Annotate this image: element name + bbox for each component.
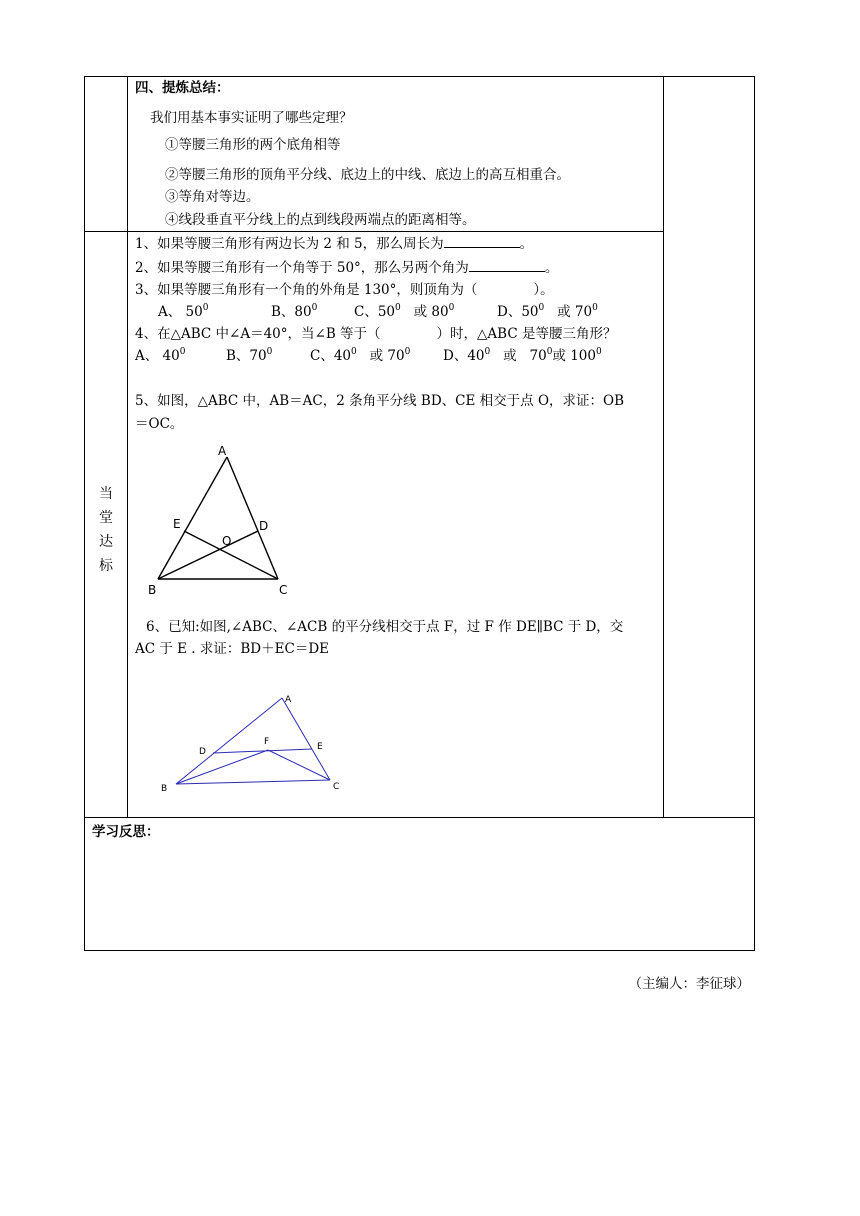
q3-option-c-text: C、50 [354,304,396,320]
fig2-label-d: D [199,747,206,757]
fig2-side-bc [176,780,330,784]
degree-sup: 0 [592,303,598,313]
reflection-heading: 学习反思： [92,824,160,840]
q4-option-d-alt: 70 [529,348,547,364]
question-2-tail: 。 [544,260,559,276]
q4-option-d-or: 或 [503,348,517,364]
question-3-text: 3、如果等腰三角形有一个角的外角是 130°，则顶角为（ [135,282,478,298]
fig2-label-a: A [285,695,292,705]
fig1-label-d: D [259,519,269,533]
question-3-tail: ）。 [533,282,554,298]
q4-option-d-alt2: 或 100 [552,348,596,364]
fig2-label-c: C [333,782,340,792]
side-label-char: 达 [99,534,113,550]
fig1-label-b: B [148,583,157,597]
fig1-label-o: O [222,534,232,548]
q3-option-d-text: D、50 [497,304,539,320]
question-1-text: 1、如果等腰三角形有两边长为 2 和 5，那么周长为 [135,236,444,252]
fig2-label-b: B [161,784,168,794]
question-1-tail: 。 [519,236,534,252]
question-5-line-2: ＝OC。 [135,416,184,432]
q3-option-a-text: A、 50 [158,304,203,320]
side-label-char: 当 [99,486,113,502]
degree-sup: 0 [395,303,401,313]
q4-option-c-text: C、40 [310,348,352,364]
degree-sup: 0 [595,347,602,357]
question-6-line-1: 6、已知:如图,∠ABC、∠ACB 的平分线相交于点 F，过 F 作 DE∥BC 于 D，交 [146,619,624,635]
question-6-line-2: AC 于 E . 求证：BD＋EC＝DE [135,641,329,657]
summary-heading: 四、提炼总结： [135,80,230,96]
q4-option-b-text: B、70 [226,348,267,364]
degree-sup: 0 [448,303,455,313]
question-5-line-1: 5、如图，△ABC 中，AB＝AC，2 条角平分线 BD、CE 相交于点 O，求证：OB [135,393,624,409]
q3-option-b-text: B、80 [271,304,312,320]
summary-question: 我们用基本事实证明了哪些定理？ [150,110,353,126]
summary-item-1: ①等腰三角形的两个底角相等 [165,137,341,153]
fig1-label-c: C [279,583,288,597]
fig1-label-a: A [218,444,227,458]
question-4-tail: ）时，△ABC 是等腰三角形？ [436,326,617,342]
fig1-label-e: E [173,517,181,531]
degree-sup: 0 [546,347,553,357]
degree-sup: 0 [266,347,273,357]
degree-sup: 0 [311,303,318,313]
q3-option-d-alt: 或 70 [557,304,593,320]
q4-option-a-text: A、 40 [135,348,180,364]
q4-option-c-alt: 或 70 [369,348,405,364]
fig2-side-ac [282,698,330,780]
fig2-label-f: F [264,737,270,747]
degree-sup: 0 [202,303,209,313]
question-2-text: 2、如果等腰三角形有一个角等于 50°，那么另两个角为 [135,260,469,276]
degree-sup: 0 [179,347,186,357]
q3-option-c-alt: 或 80 [413,304,449,320]
fig2-label-e: E [317,742,323,752]
degree-sup: 0 [404,347,411,357]
side-label-char: 标 [99,558,113,574]
summary-item-3: ③等角对等边。 [165,189,260,205]
degree-sup: 0 [538,303,545,313]
summary-item-4: ④线段垂直平分线上的点到线段两端点的距离相等。 [165,212,476,228]
side-label-char: 堂 [99,510,113,526]
editor-credit: （主编人：李征球） [628,976,750,992]
degree-sup: 0 [351,347,357,357]
question-4-text: 4、在△ABC 中∠A＝40°，当∠B 等于（ [135,326,381,342]
degree-sup: 0 [484,347,491,357]
q4-option-d-text: D、40 [443,348,485,364]
fig2-line-bf [176,750,268,784]
summary-item-2: ②等腰三角形的顶角平分线、底边上的中线、底边上的高互相重合。 [165,167,570,183]
